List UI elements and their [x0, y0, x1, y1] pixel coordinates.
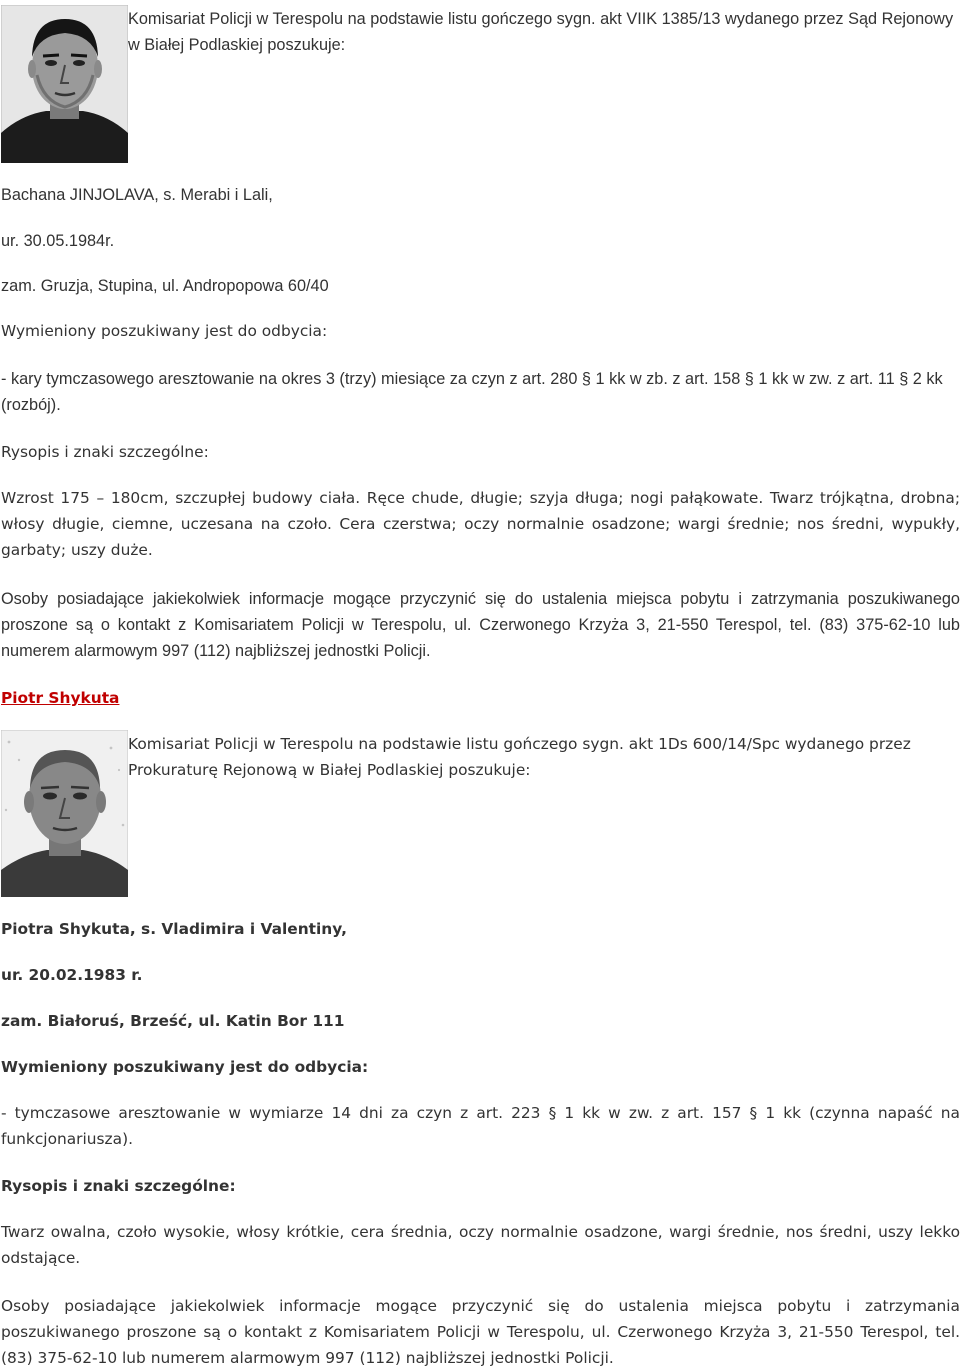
suspect-address: zam. Białoruś, Brześć, ul. Katin Bor 111 — [1, 1012, 345, 1030]
reason-text: - tymczasowe aresztowanie w wymiarze 14 dni za czyn z art. 223 § 1 kk w zw. z art. 157 § 1 kk (czynna napaść na funkcjonariusza). — [1, 1104, 960, 1148]
wanted-notice-intro: Komisariat Policji w Terespolu na podstawie listu gończego sygn. akt VIIK 1385/13 wydanego przez Sąd Rejonowy w Białej Podlaskiej poszukuje: — [128, 10, 954, 54]
suspect-photo-2 — [1, 730, 128, 897]
suspect-birth-date: ur. 30.05.1984r. — [1, 232, 115, 250]
reason-text: - kary tymczasowego aresztowanie na okres 3 (trzy) miesiące za czyn z art. 280 § 1 kk w zb. z art. 158 § 1 kk w zw. z art. 11 § 2 kk (rozbój). — [1, 370, 943, 414]
wanted-person-heading — [1, 685, 960, 711]
suspect-address: zam. Gruzja, Stupina, ul. Andropopowa 60/40 — [1, 277, 329, 295]
description-heading: Rysopis i znaki szczególne: — [1, 1177, 236, 1195]
contact-info: Osoby posiadające jakiekolwiek informacje mogące przyczynić się do ustalenia miejsca pobytu i zatrzymania poszukiwanego proszone są o kontakt z Komisariatem Policji w Terespolu, ul. Czerwonego Krzyża 3, 21-550 Terespol, tel. (83) 375-62-10 lub numerem alarmowym 997 (112) najbliższej jednostki Policji. — [1, 1297, 960, 1367]
suspect-photo-1 — [1, 5, 128, 163]
reason-heading: Wymieniony poszukiwany jest do odbycia: — [1, 1058, 369, 1076]
suspect-name: Piotra Shykuta, s. Vladimira i Valentiny, — [1, 920, 347, 938]
description-heading: Rysopis i znaki szczególne: — [1, 443, 209, 461]
reason-heading: Wymieniony poszukiwany jest do odbycia: — [1, 322, 328, 340]
contact-info: Osoby posiadające jakiekolwiek informacje mogące przyczynić się do ustalenia miejsca pobytu i zatrzymania poszukiwanego proszone są o kontakt z Komisariatem Policji w Terespolu, ul. Czerwonego Krzyża 3, 21-550 Terespol, tel. (83) 375-62-10 lub numerem alarmowym 997 (112) najbliższej jednostki Policji. — [1, 590, 960, 660]
description-text: Twarz owalna, czoło wysokie, włosy krótkie, cera średnia, oczy normalnie osadzone, wargi średnie, nos średni, uszy lekko odstające. — [1, 1223, 960, 1267]
description-text: Wzrost 175 – 180cm, szczupłej budowy ciała. Ręce chude, długie; szyja długa; nogi pałąkowate. Twarz trójkątna, drobna; włosy długie, ciemne, uczesana na czoło. Cera czerstwa; oczy normalnie osadzone; wargi średnie; nos średni, wypukły, garbaty; uszy duże. — [1, 489, 960, 559]
wanted-person-link[interactable]: Piotr Shykuta — [1, 689, 120, 707]
wanted-notice-intro: Komisariat Policji w Terespolu na podstawie listu gończego sygn. akt 1Ds 600/14/Spc wydanego przez Prokuraturę Rejonową w Białej Podlaskiej poszukuje: — [128, 735, 911, 779]
suspect-name: Bachana JINJOLAVA, s. Merabi i Lali, — [1, 186, 273, 204]
suspect-birth-date: ur. 20.02.1983 r. — [1, 966, 143, 984]
